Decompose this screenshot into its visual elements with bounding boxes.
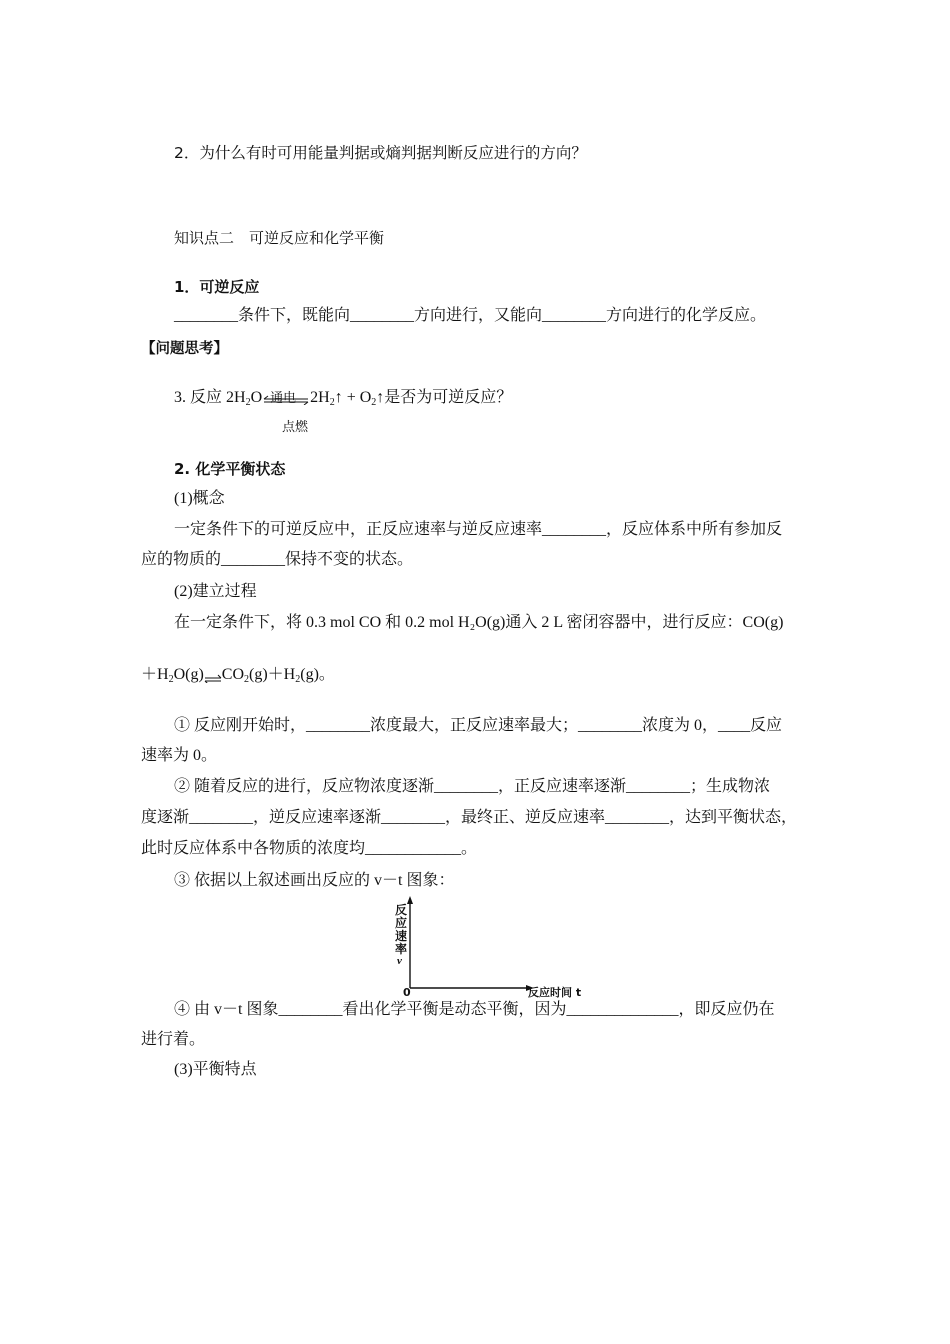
item-2-line-3: 此时反应体系中各物质的浓度均____________。 xyxy=(141,840,478,857)
process-line-2: $+H_2O(g)$ $CO_2(g)+H_2(g)$。 xyxy=(141,666,335,685)
item-4-line-1: ④ 由 v－t 图象________看出化学平衡是动态平衡，因为______________，即反应仍在 xyxy=(174,1001,775,1018)
concept-line-2: 应的物质的________保持不变的状态。 xyxy=(141,551,414,568)
process-label: (2)建立过程 xyxy=(174,583,257,600)
reaction-condition-arrow xyxy=(262,391,310,405)
item-2-line-2: 度逐渐________，逆反应速率逐渐________，最终正、逆反应速率________，达到平衡状态， xyxy=(141,809,798,826)
y-axis-label: 反应速率 xyxy=(394,903,407,956)
origin-label: 0 xyxy=(403,986,411,999)
graph-axes xyxy=(400,896,540,992)
section-title: 知识点二 可逆反应和化学平衡 xyxy=(174,229,385,247)
heading-equilibrium: 2. 化学平衡状态 xyxy=(174,460,286,478)
equilibrium-arrow xyxy=(204,669,222,681)
item-1-line-1: ① 反应刚开始时，________浓度最大，正反应速率最大；________浓度为 0，____反应 xyxy=(174,717,783,734)
item-2-line-1: ② 随着反应的进行，反应物浓度逐渐________，正反应速率逐渐________；生成物浓 xyxy=(174,778,771,795)
problem-think-label: 【问题思考】 xyxy=(141,341,228,357)
lower-condition: 点燃 xyxy=(282,419,309,434)
heading-reversible: 1．可逆反应 xyxy=(174,278,260,296)
item-4-line-2: 进行着。 xyxy=(141,1031,206,1048)
upper-condition: 通电 xyxy=(270,390,297,406)
concept-label: (1)概念 xyxy=(174,490,225,507)
question-2: 2．为什么有时可用能量判据或熵判据判断反应进行的方向？ xyxy=(174,144,587,162)
y-axis-variable: v xyxy=(397,955,402,967)
question-3: 3. 反应 $2H_2O$ 通电 $2H_2↑$ + $O_2↑$是否为可逆反应？ xyxy=(174,389,513,408)
item-1-line-2: 速率为 0。 xyxy=(141,747,218,764)
concept-line-1: 一定条件下的可逆反应中，正反应速率与逆反应速率________，反应体系中所有参加反 xyxy=(174,521,783,538)
process-line-1: 在一定条件下，将 0.3 mol CO 和 0.2 mol H₂O(g)通入 2 L 密闭容器中，进行反应：CO(g) xyxy=(174,614,784,631)
features-label: (3)平衡特点 xyxy=(174,1061,257,1078)
item-3: ③ 依据以上叙述画出反应的 v－t 图象： xyxy=(174,872,455,889)
reversible-definition: ________条件下，既能向________方向进行，又能向________方向进行的化学反应。 xyxy=(174,307,767,324)
x-axis-label: 反应时间 t xyxy=(528,986,582,999)
